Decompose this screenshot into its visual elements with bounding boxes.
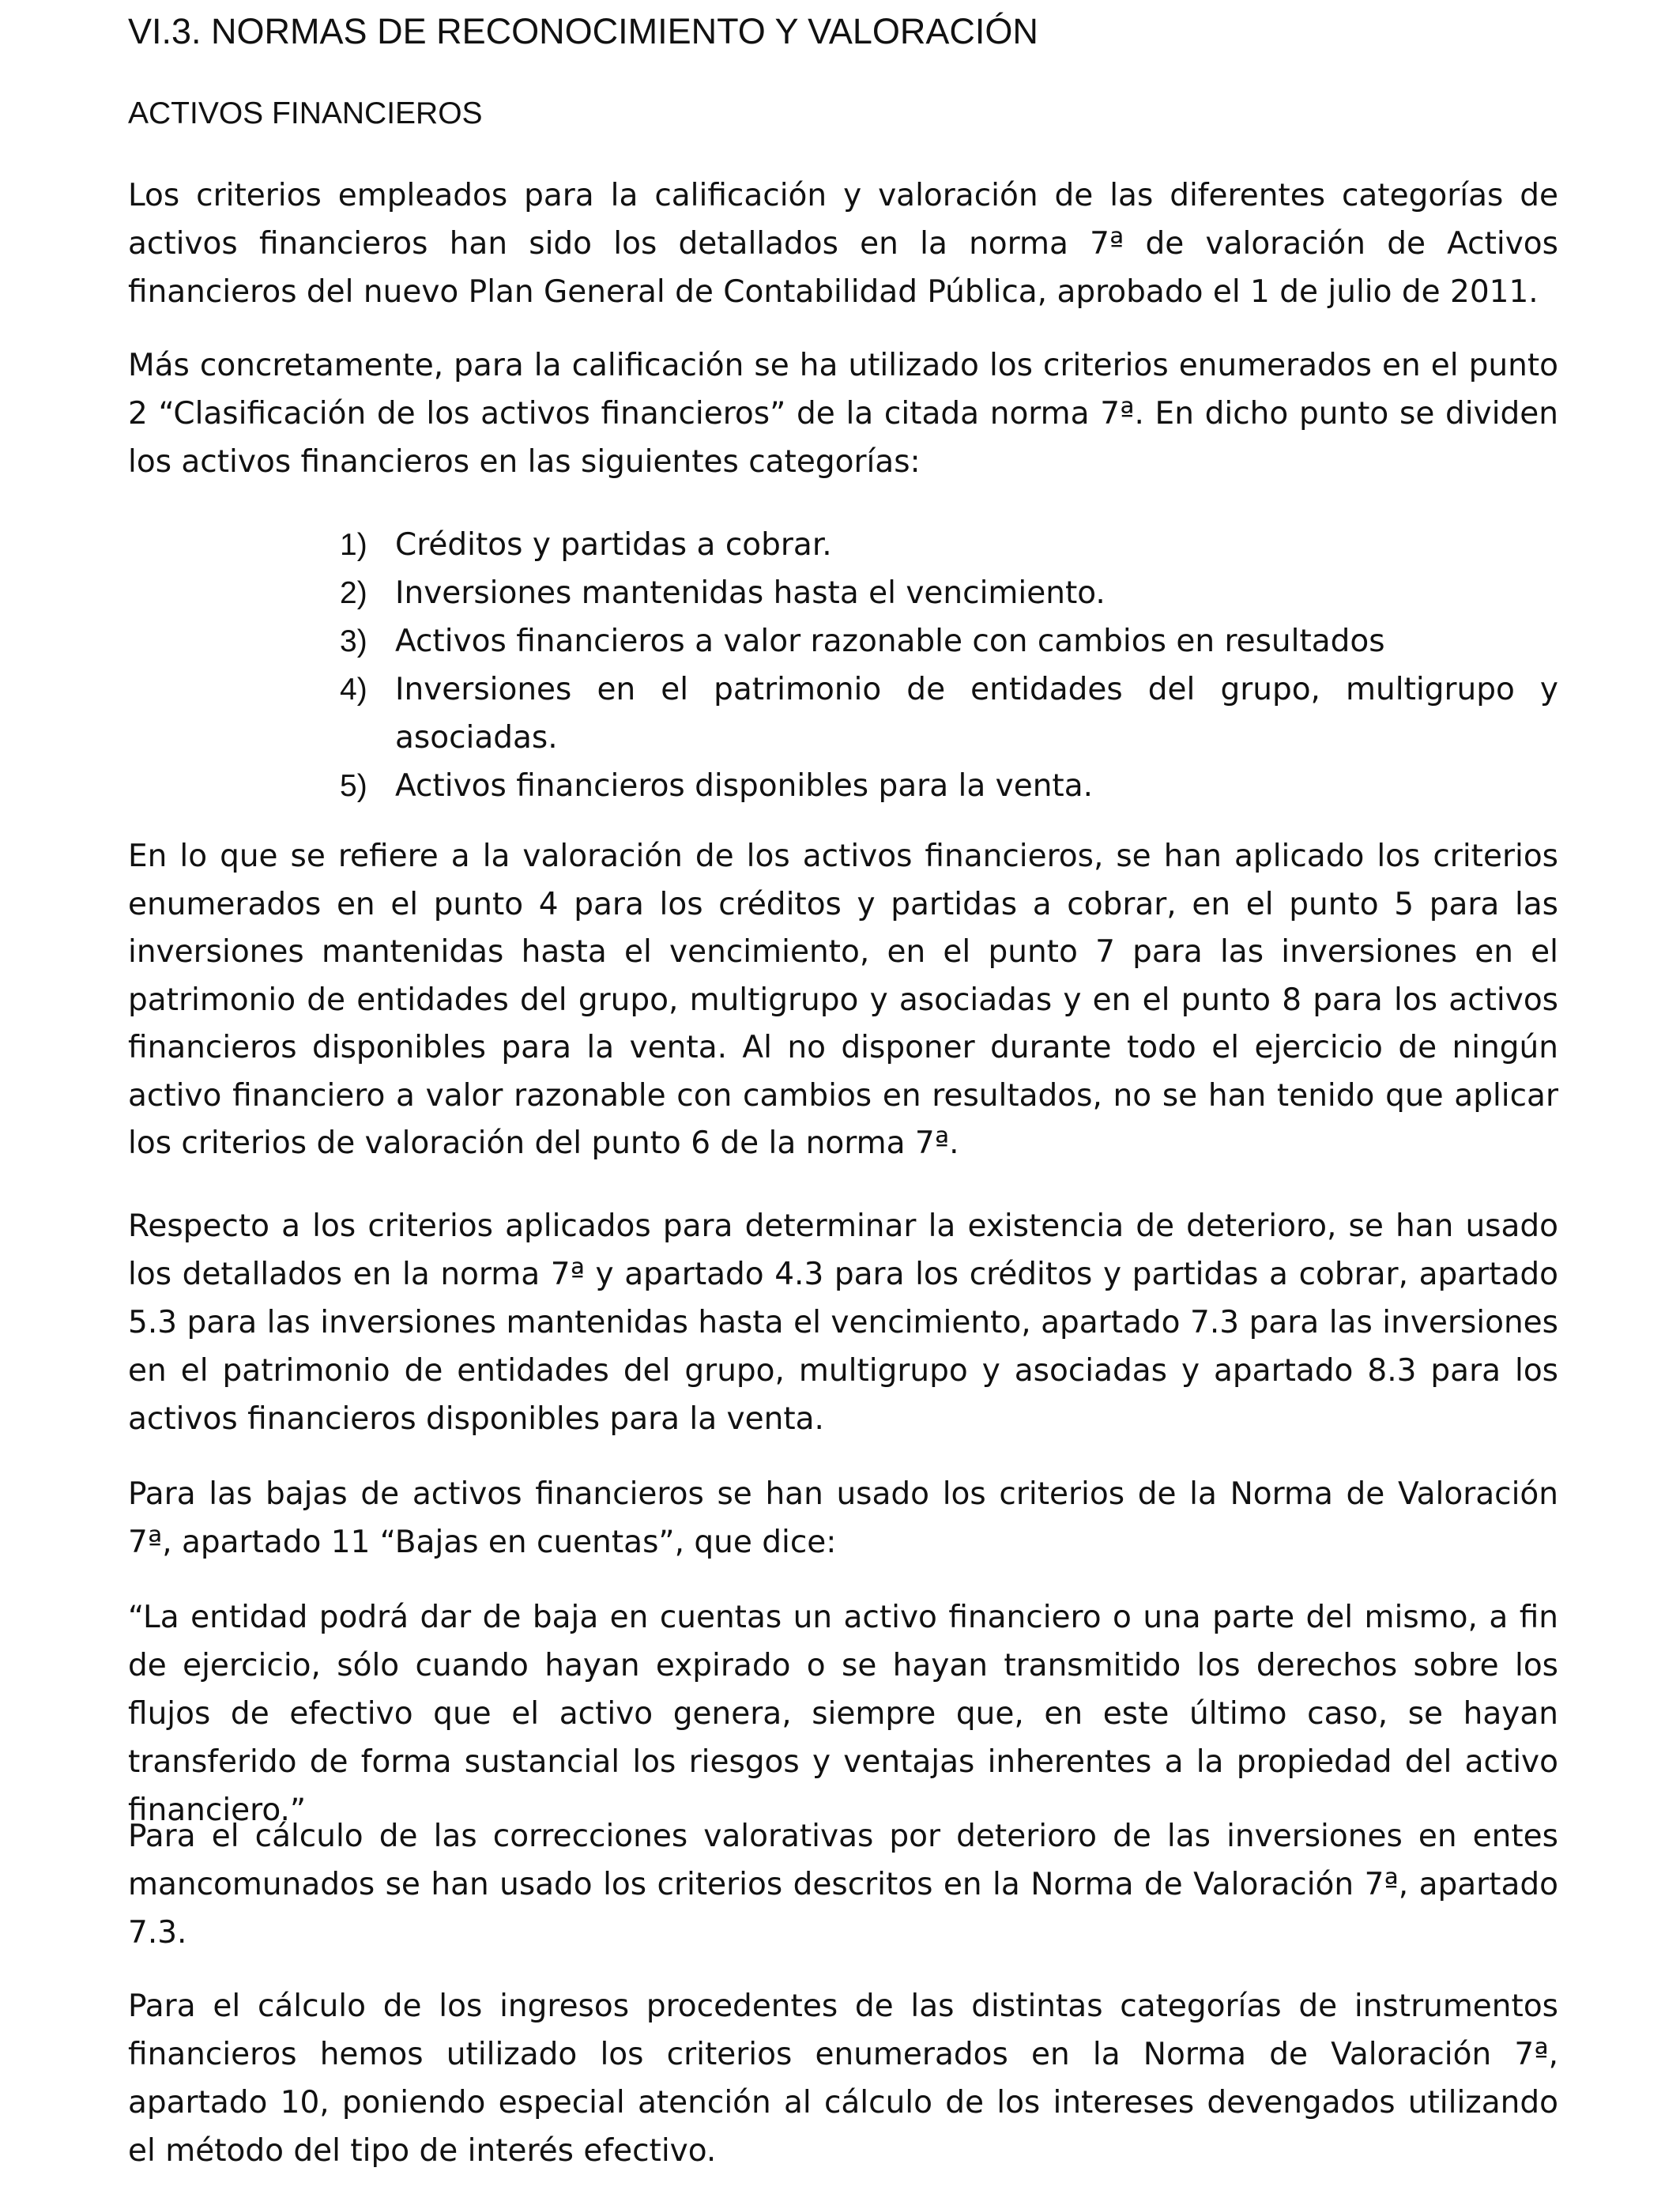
section-title: VI.3. NORMAS DE RECONOCIMIENTO Y VALORACIÓN (128, 11, 1038, 51)
list-item-number: 2) (340, 576, 367, 610)
paragraph-valuation: En lo que se refiere a la valoración de los activos financieros, se han aplicado los criterios enumerados en el punto 4 para los créditos y partidas a cobrar, en el punto 5 para las inversiones mantenidas hasta el vencimiento, en el punto 7 para las inversiones en el patrimonio de entidades del grupo, multigrupo y asociadas y en el punto 8 para los activos financieros disponibles para la venta. Al no disponer durante todo el ejercicio de ningún activo financiero a valor razonable con cambios en resultados, no se han tenido que aplicar los criterios de valoración del punto 6 de la norma 7ª. (128, 839, 1558, 1161)
list-item-text: Activos financieros disponibles para la venta. (395, 768, 1094, 804)
list-item (340, 569, 1558, 617)
list-item-number: 1) (340, 528, 367, 562)
list-item-number: 5) (340, 769, 367, 803)
list-item (340, 665, 1558, 762)
paragraph-derecognition: Para las bajas de activos financieros se han usado los criterios de la Norma de Valoración 7ª, apartado 11 “Bajas en cuentas”, que dice: (128, 1476, 1558, 1560)
list-item-text: Créditos y partidas a cobrar. (395, 527, 832, 563)
list-item-text: Inversiones mantenidas hasta el vencimiento. (395, 575, 1106, 611)
list-item-number: 3) (340, 624, 367, 658)
subsection-title: ACTIVOS FINANCIEROS (128, 96, 483, 130)
list-item (340, 762, 1558, 810)
paragraph-impairment: Respecto a los criterios aplicados para determinar la existencia de deterioro, se han usado los detallados en la norma 7ª y apartado 4.3 para los créditos y partidas a cobrar, apartado 5.3 para las inversiones mantenidas hasta el vencimiento, apartado 7.3 para las inversiones en el patrimonio de entidades del grupo, multigrupo y asociadas y apartado 8.3 para los activos financieros disponibles para la venta. (128, 1208, 1558, 1437)
list-item (340, 521, 1558, 569)
paragraph-quote: “La entidad podrá dar de baja en cuentas un activo financiero o una parte del mismo, a fin de ejercicio, sólo cuando hayan expirado o se hayan transmitido los derechos sobre los flujos de efectivo que el activo genera, siempre que, en este último caso, se hayan transferido de forma sustancial los riesgos y ventajas inherentes a la propiedad del activo financiero.” (128, 1600, 1558, 1828)
categories-list (340, 521, 1558, 810)
list-item-text: Inversiones en el patrimonio de entidades del grupo, multigrupo y asociadas. (395, 672, 1558, 756)
paragraph-criteria-intro: Los criterios empleados para la calificación y valoración de las diferentes categorías de activos financieros han sido los detallados en la norma 7ª de valoración de Activos financieros del nuevo Plan General de Contabilidad Pública, aprobado el 1 de julio de 2011. (128, 178, 1558, 310)
paragraph-income: Para el cálculo de los ingresos procedentes de las distintas categorías de instrumentos financieros hemos utilizado los criterios enumerados en la Norma de Valoración 7ª, apartado 10, poniendo especial atención al cálculo de los intereses devengados utilizando el método del tipo de interés efectivo. (128, 1989, 1558, 2169)
paragraph-classification: Más concretamente, para la calificación se ha utilizado los criterios enumerados en el punto 2 “Clasificación de los activos financieros” de la citada norma 7ª. En dicho punto se dividen los activos financieros en las siguientes categorías: (128, 348, 1558, 480)
paragraph-corrections: Para el cálculo de las correcciones valorativas por deterioro de las inversiones en entes mancomunados se han usado los criterios descritos en la Norma de Valoración 7ª, apartado 7.3. (128, 1819, 1558, 1951)
list-item (340, 617, 1558, 665)
list-item-number: 4) (340, 673, 367, 707)
list-item-text: Activos financieros a valor razonable con cambios en resultados (395, 624, 1385, 659)
